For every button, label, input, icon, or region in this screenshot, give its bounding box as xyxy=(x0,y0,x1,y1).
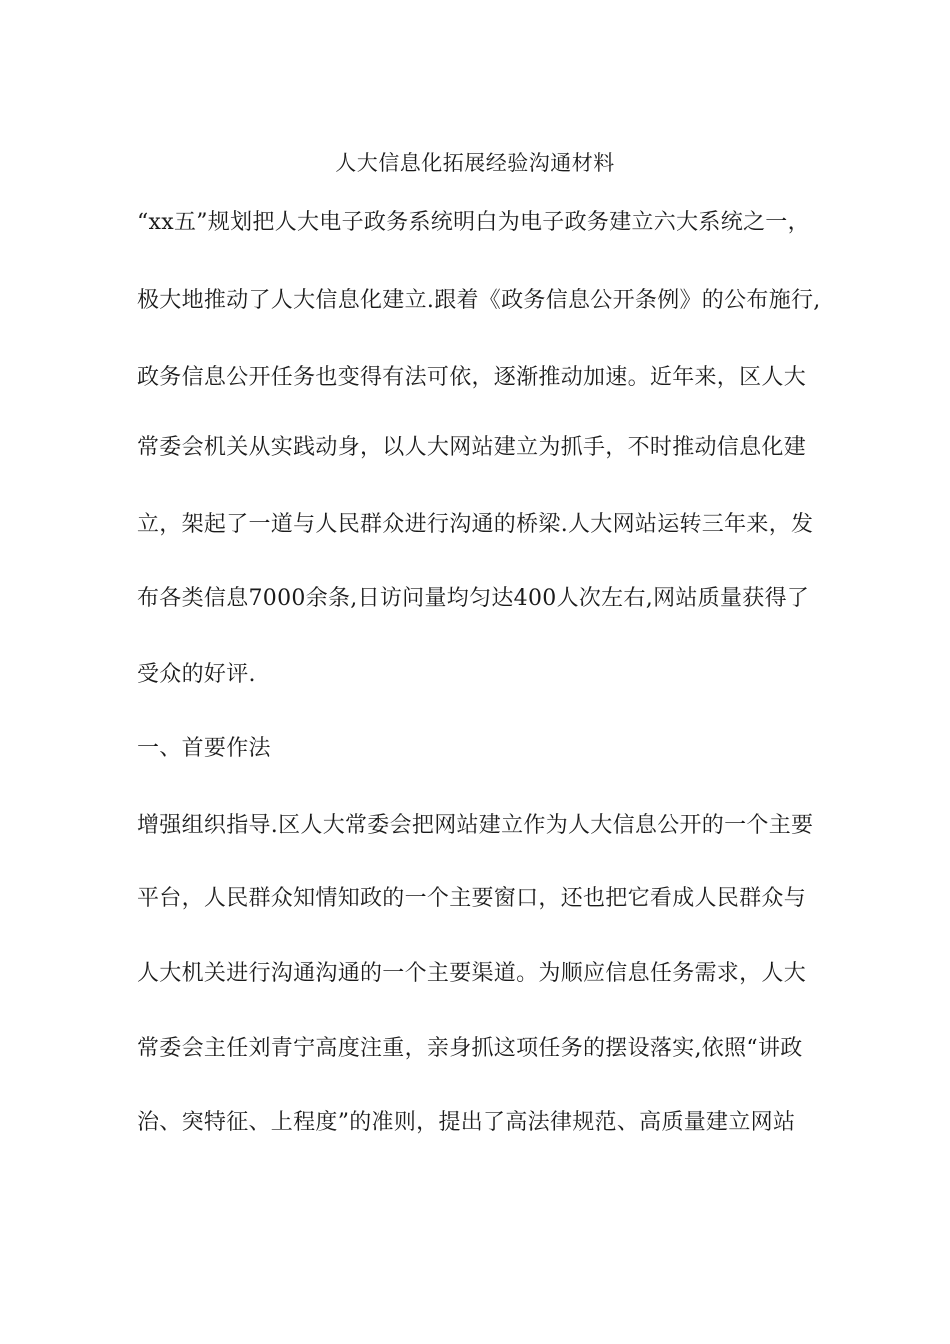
paragraph-line: 常委会机关从实践动身，以人大网站建立为抓手，不时推动信息化建 xyxy=(137,435,807,460)
paragraph-line: 常委会主任刘青宁高度注重，亲身抓这项任务的摆设落实,依照“讲政 xyxy=(137,1036,803,1061)
paragraph-line: 治、突特征、上程度”的准则，提出了高法律规范、高质量建立网站 xyxy=(137,1110,796,1135)
paragraph-line: 布各类信息7000余条,日访问量均匀达400人次左右,网站质量获得了 xyxy=(137,586,810,611)
paragraph-line: 受众的好评. xyxy=(137,662,256,687)
paragraph-line: 人大机关进行沟通沟通的一个主要渠道。为顺应信息任务需求，人大 xyxy=(137,961,807,986)
section-heading: 一、首要作法 xyxy=(137,736,271,761)
paragraph-line: 立，架起了一道与人民群众进行沟通的桥梁.人大网站运转三年来，发 xyxy=(137,512,814,537)
paragraph-line: 平台，人民群众知情知政的一个主要窗口，还也把它看成人民群众与 xyxy=(137,886,807,911)
paragraph-line: “xx五”规划把人大电子政务系统明白为电子政务建立六大系统之一， xyxy=(137,210,810,235)
paragraph-line: 政务信息公开任务也变得有法可依，逐渐推动加速。近年来，区人大 xyxy=(137,365,807,390)
document-title: 人大信息化拓展经验沟通材料 xyxy=(335,151,615,175)
paragraph-line: 极大地推动了人大信息化建立.跟着《政务信息公开条例》的公布施行, xyxy=(137,288,821,313)
paragraph-line: 增强组织指导.区人大常委会把网站建立作为人大信息公开的一个主要 xyxy=(137,813,814,838)
